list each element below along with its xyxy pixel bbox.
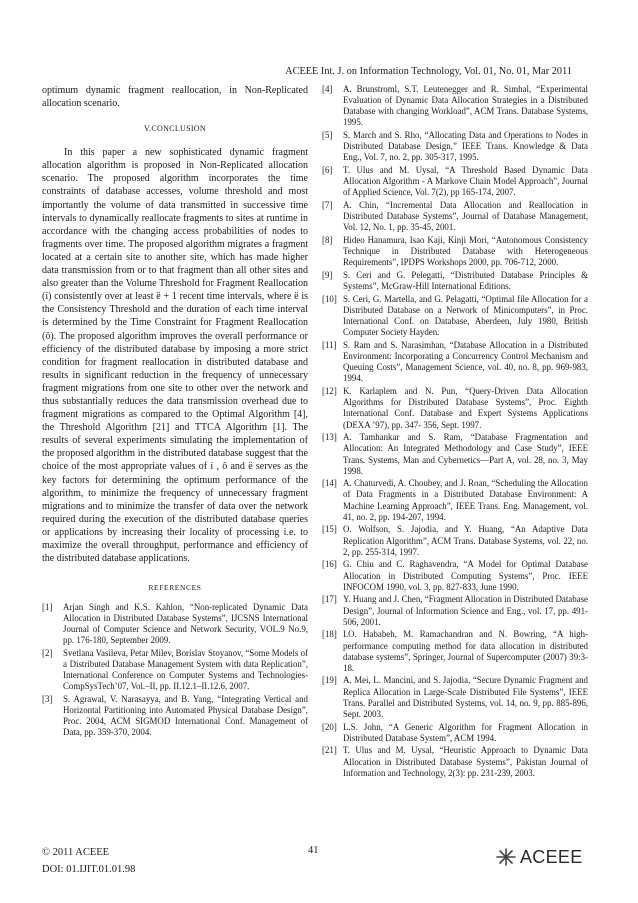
footer-left xyxy=(42,845,135,878)
left-column xyxy=(42,84,308,740)
reference-number: [17] xyxy=(322,594,337,605)
reference-number: [4] xyxy=(322,84,333,94)
reference-text: T. Ulus and M. Uysal, “A Threshold Based Dynamic Data Allocation Algorithm - A Markove Chain Model Approach”, Journal of Applied Science, Vol. 7(2), pp 165-174, 2007. xyxy=(343,165,588,198)
reference-item xyxy=(322,745,588,778)
reference-item xyxy=(322,294,588,339)
reference-item xyxy=(322,386,588,431)
references-title: REFERENCES xyxy=(148,583,202,593)
reference-number: [16] xyxy=(322,559,337,570)
reference-item xyxy=(322,340,588,385)
doi-text: DOI: 01.IJIT.01.01.98 xyxy=(42,863,136,875)
conclusion-paragraph: In this paper a new sophisticated dynamic fragment allocation algorithm is proposed in Non-Replicated allocation scenario. The proposed algorithm incorporates the time constraints of database accesses, volume threshold and most importantly the volume of data transmitted in successive time intervals to dynamically reallocate fragments to sites at runtime in accordance with the changing access probabilities of nodes to fragments over time. The proposed algorithm migrates a fragment located at a certain site to another site, which has made higher data transmission from or to that fragment than all other sites and also greater than the Volume Threshold for Fragment Reallocation (í) consistently over at least ë + 1 recent time intervals, where ë is the Consistency Threshold and the duration of each time interval is determined by the Time Constraint for Fragment Reallocation (ô). The proposed algorithm improves the overall performance or efficiency of the distributed database by imposing a more strict condition for fragment reallocation in distributed database and results in significant reduction in the frequency of unnecessary fragment migrations from one site to other over the network and thus substantially reduces the data transmission overhead due to fragment migrations as compared to the Optimal Algorithm [4], the Threshold Algorithm [21] and TTCA Algorithm [1]. The results of several experiments simulating the implementation of the proposed algorithm in the distributed database suggest that the choice of the most appropriate values of í , ô and ë serves as the key factors for determining the optimum performance of the algorithm, to minimize the frequency of unnecessary fragment migrations and to minimize the transfer of data over the network required during the execution of the distributed database queries or applications by increasing their locality of processing i.e. to maximize the overall throughput, performance and efficiency of the distributed database applications. xyxy=(42,147,308,565)
reference-item xyxy=(322,629,588,674)
reference-number: [8] xyxy=(322,235,333,246)
logo-text: ACEEE xyxy=(520,846,583,867)
reference-text: Hideo Hanamura, Isao Kaji, Kinji Mori, “Autonomous Consistency Technique in Distributed Database with Heterogeneous Requirements”, IPDPS Workshops 2000, pp. 706-712, 2000. xyxy=(343,235,588,268)
reference-number: [3] xyxy=(42,693,53,704)
reference-item xyxy=(322,235,588,268)
reference-item xyxy=(322,478,588,523)
reference-text: Y. Huang and J. Chen, “Fragment Allocation in Distributed Database Design”, Journal of Information Science and Eng., vol. 17, pp. 491- 506, 2001. xyxy=(343,594,588,627)
reference-text: A. Chin, “Incremental Data Allocation and Reallocation in Distributed Database Systems”, Journal of Database Management, Vol. 12, No. 1, pp. 35-45, 2001. xyxy=(343,200,588,233)
right-column xyxy=(322,84,588,780)
reference-item xyxy=(322,432,588,477)
reference-number: [15] xyxy=(322,524,337,535)
reference-text: A. Chaturvedi, A. Choubey, and J. Roan, “Scheduling the Allocation of Data Fragments in a Distributed Database Environment: A Machine Learning Approach”, IEEE Trans. Eng. Management, vol. 41, no. 2, pp. 194-207, 1994. xyxy=(343,478,588,522)
reference-item xyxy=(322,165,588,198)
section-title-conclusion: V.CONCLUSION xyxy=(144,124,206,134)
reference-text: L.S. John, “A Generic Algorithm for Fragment Allocation in Distributed Database System”, ACM 1994. xyxy=(343,721,588,743)
reference-item xyxy=(42,648,308,692)
copyright-text: © 2011 ACEEE xyxy=(42,847,110,858)
reference-number: [6] xyxy=(322,165,333,176)
reference-text: Svetlana Vasileva, Petar Milev, Borislav Stoyanov, “Some Models of a Distributed Database Management System with data Replication”, International Conference on Computer Systems and Technologies-CompSysTech’07, Vol.–II, pp. II.12.1–II.12.6, 2007. xyxy=(63,648,308,692)
reference-text: G. Chiu and C. Raghavendra, “A Model for Optimal Database Allocation in Distributed Computing Systems”, Proc. IEEE INFOCOM 1990, vol. 3, pp. 827-833, June 1990. xyxy=(343,559,588,592)
reference-text: Arjan Singh and K.S. Kahlon, “Non-replicated Dynamic Data Allocation in Distributed Database Systems”, IJCSNS International Journal of Computer Science and Network Security, VOL.9 No.9, pp. 176-180, September 2009. xyxy=(63,602,308,646)
reference-item xyxy=(322,270,588,292)
reference-text: S. Ceri, G. Martella, and G. Pelagatti, “Optimal file Allocation for a Distributed Database on a Network of Minicomputers”, in Proc. International Conf. on Database, Aberdeen, July 1980, British Computer Society Hayden. xyxy=(343,293,588,338)
reference-number: [14] xyxy=(322,478,337,489)
reference-number: [18] xyxy=(322,629,337,640)
reference-number: [10] xyxy=(322,293,337,304)
reference-number: [12] xyxy=(322,386,337,397)
reference-text: S. Ram and S. Narasimhan, “Database Allocation in a Distributed Environment: Incorporating a Concurrency Control Mechanism and Queuing Costs”, Management Science, vol. 40, no. 8, pp. 969-983, 1994. xyxy=(343,339,588,384)
reference-number: [20] xyxy=(322,721,337,732)
reference-text: S. Ceri and G. Pelegatti, “Distributed Database Principles & Systems”, McGraw-Hill International Editions. xyxy=(343,270,588,292)
reference-text: S. Agrawal, V. Narasayya, and B. Yang, “Integrating Vertical and Horizontal Partitioning into Automated Physical Database Design”, Proc. 2004, ACM SIGMOD International Conf. Management of Data, pp. 359-370, 2004. xyxy=(63,693,308,738)
page-number: 41 xyxy=(308,845,319,856)
reference-item xyxy=(322,84,588,129)
reference-item xyxy=(322,524,588,557)
reference-number: [1] xyxy=(42,602,53,613)
reference-item xyxy=(322,675,588,720)
reference-text: A. Mei, L. Mancini, and S. Jajodia, “Secure Dynamic Fragment and Replica Allocation in Large-Scale Distributed File Systems”, IEEE Trans. Parallel and Distributed Systems, vol. 14, no. 9, pp. 885-896, Sept. 2003. xyxy=(343,675,588,719)
reference-text: O. Wolfson, S. Jajodia, and Y. Huang, “An Adaptive Data Replication Algorithm”, ACM Trans. Database Systems, vol. 22, no. 2, pp. 255-314, 1997. xyxy=(343,524,588,557)
intro-paragraph: optimum dynamic fragment reallocation, in Non-Replicated allocation scenario. xyxy=(42,85,308,110)
reference-item xyxy=(322,559,588,592)
reference-text: I.O. Hababeh, M. Ramachandran and N. Bowring, “A high-performance computing method for data allocation in distributed database systems”, Springer, Journal of Supercomputer (2007) 39:3-18. xyxy=(343,629,588,673)
aceee-logo xyxy=(492,846,583,868)
reference-text: T. Ulus and M. Uysal, “Heuristic Approach to Dynamic Data Allocation in Distributed Database Systems”, Pakistan Journal of Information and Technology, 2(3): pp. 231-239, 2003. xyxy=(343,745,588,778)
reference-item xyxy=(322,722,588,744)
reference-item xyxy=(42,694,308,738)
reference-number: [11] xyxy=(322,339,337,350)
reference-item xyxy=(322,594,588,627)
reference-number: [7] xyxy=(322,200,333,211)
reference-number: [2] xyxy=(42,648,53,659)
reference-number: [9] xyxy=(322,270,333,280)
reference-text: K. Karlaplem and N. Pun, “Query-Driven Data Allocation Algorithms for Distributed Database Systems”, Proc. Eighth International Conf. Database and Expert Systems Applications (DEXA ’97), pp. 347- 356, Sept. 1997. xyxy=(343,386,588,430)
star-burst-icon xyxy=(492,846,520,868)
reference-number: [21] xyxy=(322,745,337,756)
reference-item xyxy=(42,602,308,646)
reference-text: A. Tamhankar and S. Ram, “Database Fragmentation and Allocation: An Integrated Methodology and Case Study”, IEEE Trans. Systems, Man and Cybernetics—Part A, vol. 28, no. 3, May 1998. xyxy=(343,432,588,476)
reference-text: A. Brunstroml, S.T. Leutenegger and R. Simhal, “Experimental Evaluation of Dynamic Data Allocation Strategies in a Distributed Database with changing Workload”, ACM Trans. Database Systems, 1995. xyxy=(343,84,588,128)
reference-number: [19] xyxy=(322,675,337,686)
reference-item xyxy=(322,130,588,163)
reference-item xyxy=(322,200,588,233)
journal-header: ACEEE Int. J. on Information Technology, Vol. 01, No. 01, Mar 2011 xyxy=(285,66,572,77)
reference-number: [13] xyxy=(322,432,337,443)
reference-number: [5] xyxy=(322,130,333,141)
reference-text: S. March and S. Rho, “Allocating Data and Operations to Nodes in Distributed Database Design,” IEEE Trans. Knowledge & Data Eng., Vol. 7, no. 2, pp. 305-317, 1995. xyxy=(343,130,588,163)
